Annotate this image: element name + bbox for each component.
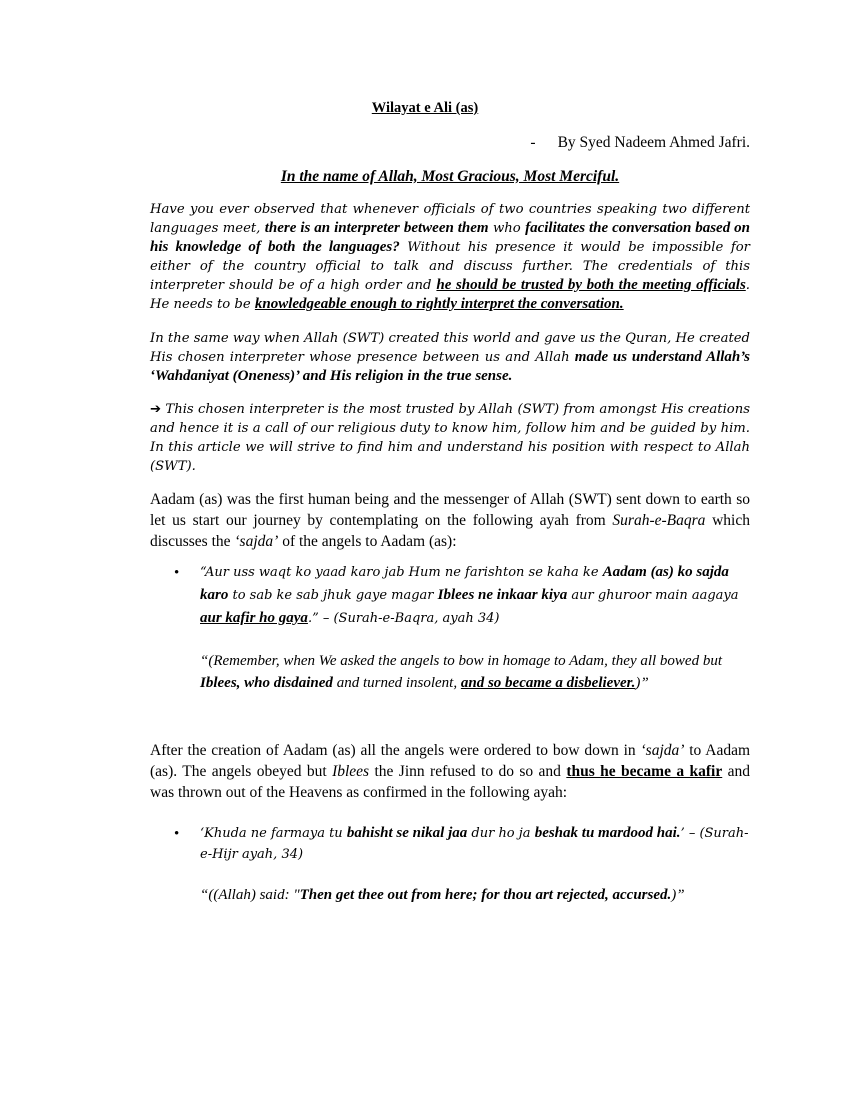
text-run: ‘Khuda ne farmaya tu: [200, 826, 347, 841]
text-run: of the angels to Aadam (as):: [278, 533, 457, 550]
text-run: dur ho ja: [467, 826, 535, 841]
quote-english-baqra: [200, 650, 750, 694]
text-run: aur ghuroor main aagaya: [567, 588, 739, 603]
bismillah-heading: In the name of Allah, Most Gracious, Most Merciful.: [280, 168, 620, 185]
body-paragraph-aadam: [150, 489, 750, 552]
bold-run: made us understand Allah’s ‘Wahdaniyat (Oneness)’ and His religion in the true sense.: [150, 349, 750, 384]
text-run: the Jinn refused to do so and: [369, 763, 567, 780]
italic-run: ‘sajda’: [640, 742, 685, 759]
bullet-icon: •: [174, 826, 180, 842]
bold-underline-run: knowledgeable enough to rightly interpret the conversation.: [254, 296, 624, 312]
bold-run: Iblees, who disdained: [200, 675, 333, 691]
text-run: to sab ke sab jhuk gaye magar: [228, 588, 438, 603]
arrow-right-icon: ➔: [150, 402, 162, 417]
bold-underline-run: he should be trusted by both the meeting officials: [436, 277, 746, 293]
text-run: In the same way when Allah (SWT) created this world and gave us the Quran, He created His chosen interpreter whose presence between us and Allah: [150, 331, 750, 365]
bold-run: beshak tu mardood hai.: [534, 825, 681, 841]
intro-paragraph-2: [150, 329, 750, 386]
bold-run: facilitates the conversation based on his knowledge of both the languages?: [150, 220, 750, 255]
text-run: .” – (Surah-e-Baqra, ayah 34): [307, 611, 500, 626]
bold-underline-run: thus he became a kafir: [566, 763, 723, 780]
quote-urdu-hijr: [200, 823, 750, 865]
text-run: “((Allah) said: ": [200, 887, 300, 903]
text-run: which discusses the: [150, 512, 750, 550]
italic-run: Surah-e-Baqra: [612, 512, 706, 529]
text-run: . He needs to be: [150, 278, 750, 312]
text-run: Without his presence it would be impossible for either of the country official to talk and discuss further. The credentials of this interpreter should be of a high order and: [150, 240, 750, 293]
text-run: to Aadam (as). The angels obeyed but: [150, 742, 751, 780]
document-title: Wilayat e Ali (as): [371, 100, 479, 116]
bold-run: Aadam (as) ko sajda karo: [200, 564, 729, 603]
text-run: )”: [671, 887, 685, 903]
text-run: and was thrown out of the Heavens as confirmed in the following ayah:: [150, 763, 751, 801]
text-run: This chosen interpreter is the most trusted by Allah (SWT) from amongst His creations and hence it is a call of our religious duty to know him, follow him and be guided by him. In this article we will strive to find him and understand his position with respect to Allah (SWT).: [150, 402, 750, 474]
bullet-icon: •: [174, 565, 180, 581]
text-run: who: [488, 221, 526, 236]
intro-paragraph-3: [150, 400, 750, 476]
quote-urdu-baqra: [200, 561, 750, 630]
author-dash: -: [530, 134, 536, 151]
quote-english-hijr: [200, 884, 750, 906]
bold-run: there is an interpreter between them: [264, 220, 489, 236]
author-name: By Syed Nadeem Ahmed Jafri.: [557, 134, 750, 151]
text-run: Have you ever observed that whenever officials of two countries speaking two different languages meet,: [150, 202, 750, 236]
text-run: “Aur uss waqt ko yaad karo jab Hum ne farishton se kaha ke: [200, 565, 603, 580]
text-run: “(Remember, when We asked the angels to bow in homage to Adam, they all bowed but: [200, 653, 723, 669]
italic-run: ‘sajda’: [234, 533, 279, 550]
text-run: ’ – (Surah-e-Hijr ayah, 34): [200, 826, 749, 862]
italic-run: Iblees: [332, 763, 370, 780]
bold-run: Iblees ne inkaar kiya: [437, 587, 568, 603]
text-run: )”: [635, 675, 649, 691]
intro-paragraph-1: [150, 200, 750, 314]
bold-underline-run: and so became a disbeliever.: [460, 675, 636, 691]
text-run: Aadam (as) was the first human being and the messenger of Allah (SWT) sent down to earth so let us start our journey by contemplating on the following ayah from: [150, 491, 750, 529]
text-run: and turned insolent,: [332, 675, 461, 691]
author-line: [530, 134, 750, 152]
bold-run: Then get thee out from here; for thou art rejected, accursed.: [299, 887, 672, 903]
text-run: After the creation of Aadam (as) all the angels were ordered to bow down in: [150, 742, 641, 759]
body-paragraph-iblees: [150, 740, 750, 803]
bold-underline-run: aur kafir ho gaya: [200, 610, 308, 626]
bold-run: bahisht se nikal jaa: [346, 825, 468, 841]
